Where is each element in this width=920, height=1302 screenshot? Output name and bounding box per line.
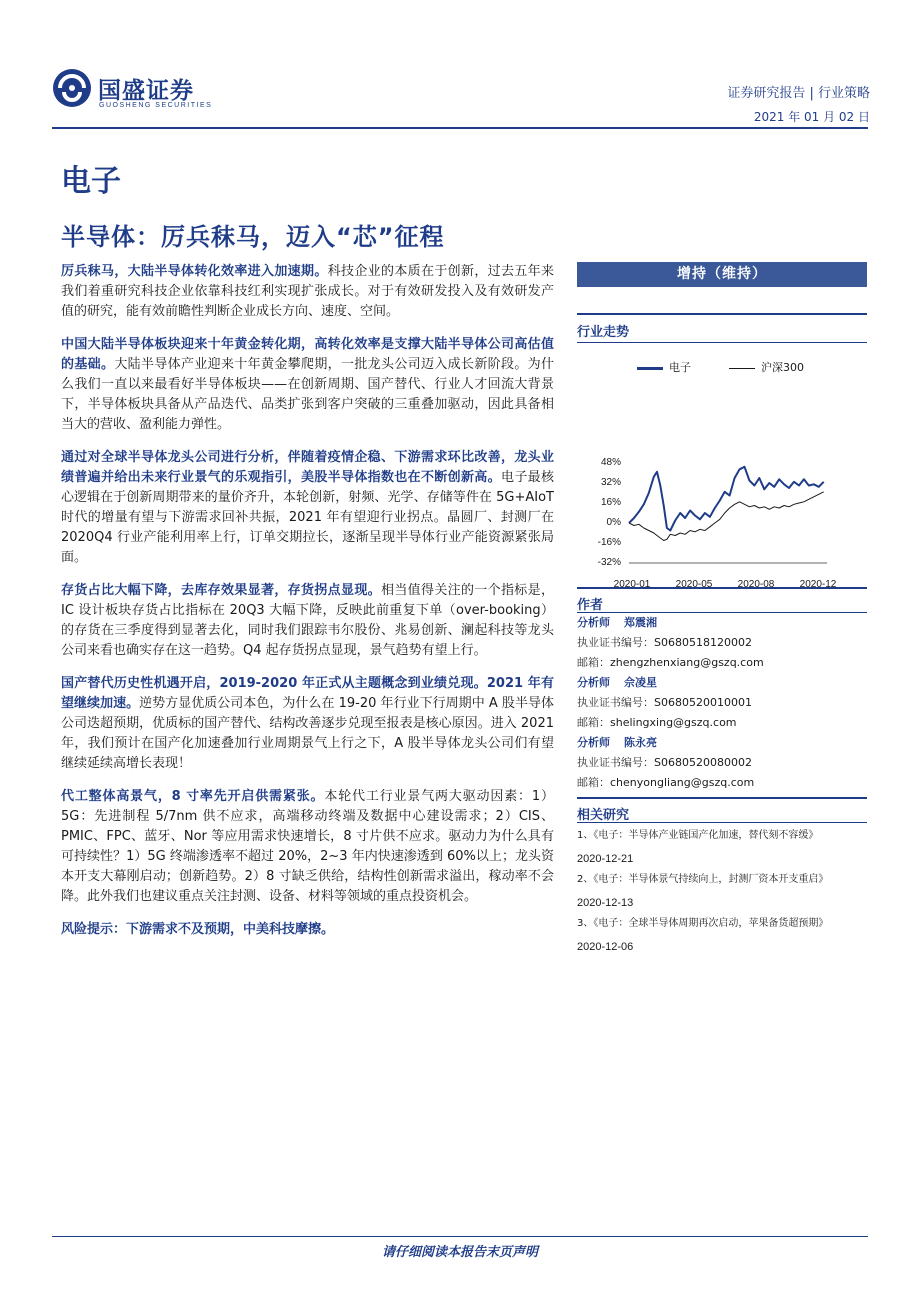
cert-label: 执业证书编号： bbox=[577, 696, 654, 709]
legend-label-main: 电子 bbox=[669, 361, 691, 374]
analyst-email[interactable]: zhengzhenxiang@gszq.com bbox=[610, 656, 764, 669]
analyst-card bbox=[577, 673, 867, 733]
risk-warning: 风险提示：下游需求不及预期，中美科技摩擦。 bbox=[61, 922, 335, 937]
report-type: 证券研究报告 | 行业策略 bbox=[727, 86, 870, 101]
summary-paragraph bbox=[61, 335, 554, 435]
analyst-role: 分析师 bbox=[577, 676, 610, 689]
analyst-email[interactable]: chenyongliang@gszq.com bbox=[610, 776, 755, 789]
footer-divider bbox=[52, 1236, 868, 1237]
analyst-name: 陈永亮 bbox=[624, 736, 657, 749]
related-report-date: 2020-12-13 bbox=[577, 897, 634, 909]
paragraph-lead: 厉兵秣马，大陆半导体转化效率进入加速期。 bbox=[61, 264, 328, 279]
paragraph-lead: 通过对全球半导体龙头公司进行分析，伴随着疫情企稳、下游需求环比改善，龙头业绩普遍并给出未来行业景气的乐观指引，美股半导体指数也在不断创新高。 bbox=[61, 450, 554, 485]
y-tick-label: -32% bbox=[597, 557, 621, 568]
x-tick-label: 2020-12 bbox=[799, 579, 837, 590]
paragraph-lead: 代工整体高景气，8 寸率先开启供需紧张。 bbox=[61, 789, 325, 804]
analyst-role: 分析师 bbox=[577, 616, 610, 629]
trend-section-title: 行业走势 bbox=[577, 313, 867, 343]
related-report-link[interactable]: 2、《电子：半导体景气持续向上，封测厂资本开支重启》 bbox=[577, 874, 829, 885]
cert-number: S0680520080002 bbox=[654, 756, 752, 769]
related-report-link[interactable]: 1、《电子：半导体产业链国产化加速，替代刻不容缓》 bbox=[577, 830, 819, 841]
paragraph-body: 科技企业的本质在于创新，过去五年来我们着重研究科技企业依靠科技红利实现扩张成长。对于有效研发投入及有效研发产值的研究，能有效前瞻性判断企业成长方向、速度、空间。 bbox=[61, 264, 554, 319]
paragraph-body: 大陆半导体产业迎来十年黄金攀爬期，一批龙头公司迈入成长新阶段。为什么我们一直以来最看好半导体板块——在创新周期、国产替代、行业人才回流大背景下，半导体板块具备从产品迭代、品类扩张到客户突破的三重叠加驱动，因此具备相当大的营收、盈利能力弹性。 bbox=[61, 357, 554, 432]
y-tick-label: 16% bbox=[600, 497, 621, 508]
report-headline: 半导体：厉兵秣马，迈入“芯”征程 bbox=[61, 223, 445, 251]
summary-paragraph bbox=[61, 787, 554, 907]
summary-paragraph bbox=[61, 581, 554, 661]
y-tick-label: 48% bbox=[600, 457, 621, 468]
sidebar bbox=[577, 262, 867, 955]
paragraph-body: 本轮代工行业景气两大驱动因素：1）5G：先进制程 5/7nm 供不应求，高端移动终端及数据中心建设需求；2）CIS、PMIC、FPC、蓝牙、Nor 等应用需求快速增长，8 寸片供不应求。驱动力为什么具有可持续性？1）5G 终端渗透率不超过 20%，2~3 年内快速渗透到 60%以上；龙头资本开支大幕刚启动；创新趋势。2）8 寸缺乏供给，结构性创新需求溢出，稼动率不会降。此外我们也建议重点关注封测、设备、材料等领域的重点投资机会。 bbox=[61, 789, 554, 904]
trend-chart bbox=[577, 343, 867, 590]
analyst-role: 分析师 bbox=[577, 736, 610, 749]
summary-paragraph bbox=[61, 262, 554, 322]
legend-label-index: 沪深300 bbox=[761, 361, 804, 374]
y-tick-label: 0% bbox=[606, 517, 621, 528]
company-logo-icon bbox=[52, 68, 92, 108]
company-name: 国盛证券 bbox=[98, 78, 194, 104]
paragraph-body: 逆势方显优质公司本色，为什么在 19-20 年行业下行周期中 A 股半导体公司迭超预期，优质标的国产替代、结构改善逐步兑现至报表是核心原因。进入 2021 年，我们预计在国产化加速叠加行业周期景气上行之下，A 股半导体龙头公司们有望继续延续高增长表现！ bbox=[61, 696, 554, 771]
report-date: 2021 年 01 月 02 日 bbox=[753, 110, 870, 124]
cert-label: 执业证书编号： bbox=[577, 756, 654, 769]
analyst-email[interactable]: shelingxing@gszq.com bbox=[610, 716, 737, 729]
email-label: 邮箱： bbox=[577, 716, 610, 729]
paragraph-lead: 存货占比大幅下降，去库存效果显著，存货拐点显现。 bbox=[61, 583, 381, 598]
analyst-name: 郑震湘 bbox=[624, 616, 657, 629]
paragraph-body: 相当值得关注的一个指标是，IC 设计板块存货占比指标在 20Q3 大幅下降，反映此前重复下单（over-booking）的存货在三季度得到显著去化，同时我们跟踪韦尔股份、兆易创新、澜起科技等龙头公司来看也确实存在这一趋势。Q4 起存货拐点显现，景气趋势有望上行。 bbox=[61, 583, 554, 658]
paragraph-lead: 中国大陆半导体板块迎来十年黄金转化期，高转化效率是支撑大陆半导体公司高估值的基础。 bbox=[61, 337, 554, 372]
analyst-name: 佘凌星 bbox=[624, 676, 657, 689]
y-tick-label: -16% bbox=[597, 537, 621, 548]
email-label: 邮箱： bbox=[577, 776, 610, 789]
email-label: 邮箱： bbox=[577, 656, 610, 669]
paragraph-lead: 国产替代历史性机遇开启，2019-2020 年正式从主题概念到业绩兑现。2021 年有望继续加速。 bbox=[61, 676, 554, 711]
rating-badge: 增持（维持） bbox=[577, 262, 867, 287]
company-name-en: GUOSHENG SECURITIES bbox=[99, 102, 213, 109]
footer-disclaimer: 请仔细阅读本报告末页声明 bbox=[381, 1245, 538, 1260]
summary-paragraph bbox=[61, 674, 554, 774]
analyst-card bbox=[577, 613, 867, 673]
series-line-csi300 bbox=[629, 492, 824, 541]
paragraph-body: 电子最核心逻辑在于创新周期带来的量价齐升，本轮创新，射频、光学、存储等件在 5G+AIoT 时代的增量有望与下游需求回补共振，2021 年有望迎行业拐点。晶圆厂、封测厂在 2020Q4 行业产能利用率上行，订单交期拉长，逐渐呈现半导体行业产能资源紧张局面。 bbox=[61, 470, 554, 565]
related-report-date: 2020-12-21 bbox=[577, 853, 634, 865]
summary-paragraph bbox=[61, 448, 554, 568]
x-tick-label: 2020-05 bbox=[675, 579, 713, 590]
related-report-link[interactable]: 3、《电子：全球半导体周期再次启动，苹果备货超预期》 bbox=[577, 918, 829, 929]
x-tick-label: 2020-08 bbox=[737, 579, 775, 590]
cert-number: S0680518120002 bbox=[654, 636, 752, 649]
cert-label: 执业证书编号： bbox=[577, 636, 654, 649]
related-section-title: 相关研究 bbox=[577, 797, 867, 823]
header-divider bbox=[52, 127, 868, 129]
series-line-electronics bbox=[629, 467, 824, 531]
related-report-date: 2020-12-06 bbox=[577, 941, 634, 953]
x-tick-label: 2020-01 bbox=[613, 579, 651, 590]
author-section-title: 作者 bbox=[577, 587, 867, 613]
cert-number: S0680520010001 bbox=[654, 696, 752, 709]
sector-title: 电子 bbox=[61, 164, 121, 199]
trend-plot bbox=[577, 343, 867, 603]
page-header bbox=[52, 68, 872, 130]
y-tick-label: 32% bbox=[600, 477, 621, 488]
analyst-card bbox=[577, 733, 867, 793]
main-column bbox=[61, 262, 554, 953]
